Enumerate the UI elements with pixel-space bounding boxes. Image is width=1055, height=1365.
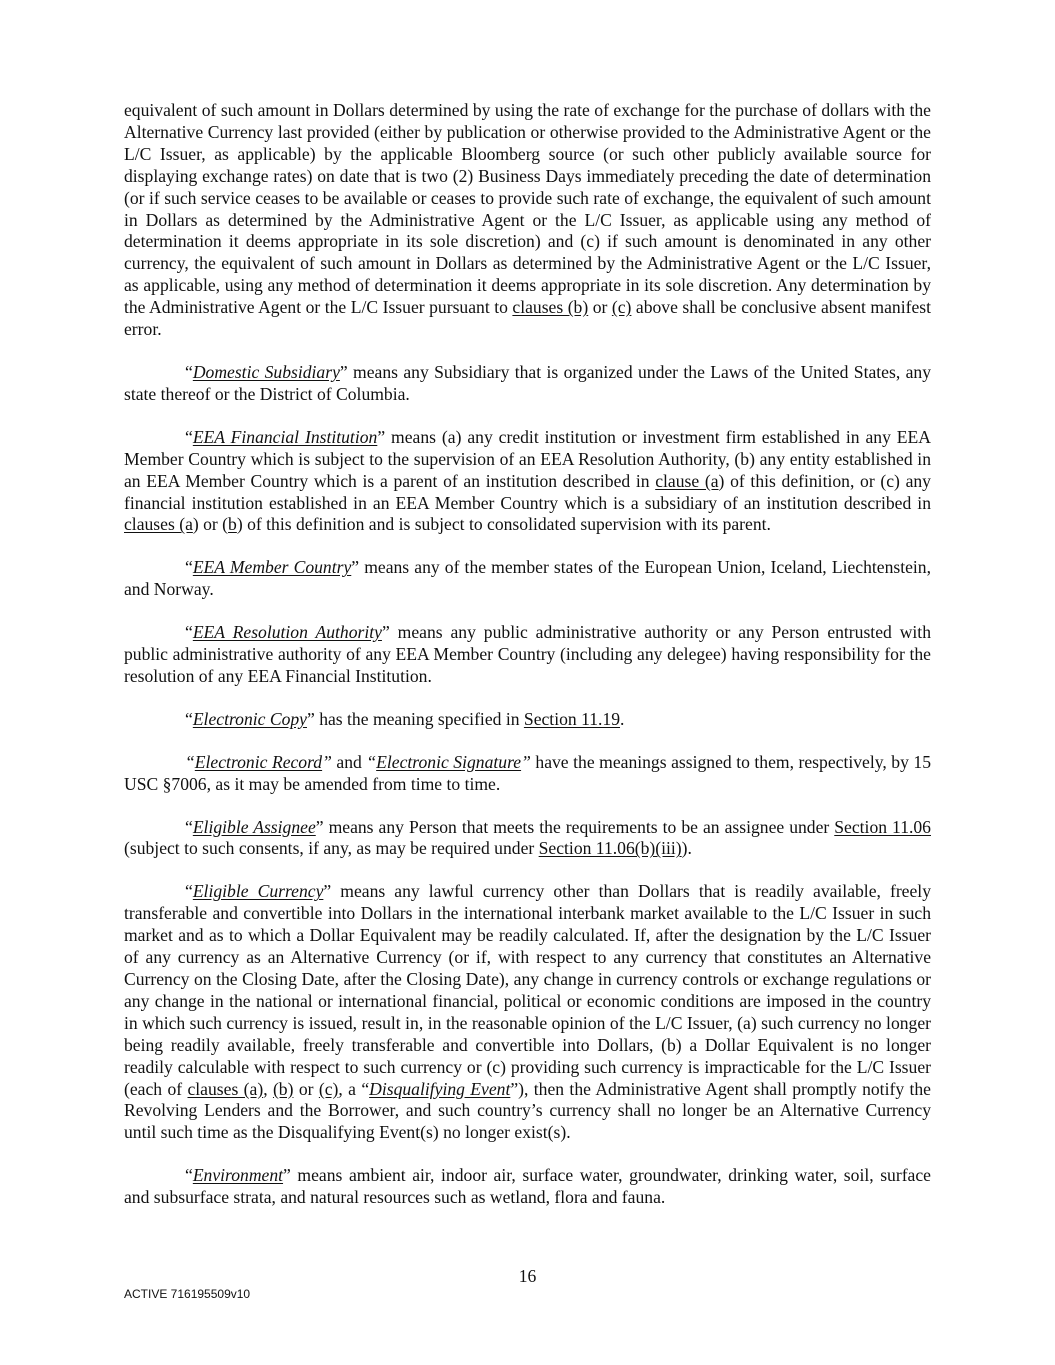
definition-eligible-currency: “Eligible Currency” means any lawful currency other than Dollars that is readily available, freely transferable and convertible into Dollars in the international interbank market available to the L/C Issuer in such market and as to which a Dollar Equivalent may be readily calculated. If, after the designation by the L/C Issuer of any currency as an Alternative Currency (or if, with respect to any currency that constitutes an Alternative Currency on the Closing Date, after the Closing Date), any change in currency controls or exchange regulations or any change in the national or international financial, political or economic conditions are imposed in the country in which such currency is issued, result in, in the reasonable opinion of the L/C Issuer, (a) such currency no longer being readily available, freely transferable and convertible into Dollars, (b) a Dollar Equivalent is no longer readily calculable with respect to such currency or (c) providing such currency is impracticable for the L/C Issuer (each of clauses (a), (b) or (c), a “Disqualifying Event”), then the Administrative Agent shall promptly notify the Revolving Lenders and the Borrower, and such country’s currency shall no longer be an Alternative Currency until such time as the Disqualifying Event(s) no longer exist(s).	[124, 881, 931, 1143]
defined-term: Disqualifying Event	[369, 1078, 511, 1099]
defined-term: Domestic Subsidiary	[192, 361, 340, 382]
cross-reference: b	[228, 514, 237, 535]
cross-reference: Section 11.19	[523, 708, 621, 729]
cross-reference: (c)	[611, 297, 632, 318]
cross-reference: clause (a	[655, 470, 719, 491]
definition-eligible-assignee: “Eligible Assignee” means any Person that meets the requirements to be an assignee under Section 11.06 (subject to such consents, if any, as may be required under Section 11.06(b)(iii)).	[124, 816, 931, 859]
defined-term: EEA Member Country	[192, 557, 352, 578]
defined-term: Eligible Assignee	[192, 816, 316, 837]
definition-eea-resolution-authority: “EEA Resolution Authority” means any public administrative authority or any Person entrusted with public administrative authority of any EEA Member Country (including any delegee) having responsibility for the resolution of any EEA Financial Institution.	[124, 622, 931, 686]
defined-term: Electronic Record	[194, 751, 323, 772]
definition-electronic-copy: “Electronic Copy” has the meaning specified in Section 11.19.	[185, 708, 625, 729]
document-id: ACTIVE 716195509v10	[124, 1287, 251, 1301]
document-body	[124, 100, 931, 1230]
cross-reference: Section 11.06(b)(iii)	[538, 838, 682, 859]
definition-eea-financial-institution: “EEA Financial Institution” means (a) any credit institution or investment firm established in any EEA Member Country which is subject to the supervision of an EEA Resolution Authority, (b) any entity established in an EEA Member Country which is a parent of an institution described in clause (a) of this definition, or (c) any financial institution established in an EEA Member Country which is a subsidiary of an institution described in clauses (a) or (b) of this definition and is subject to consolidated supervision with its parent.	[124, 426, 931, 535]
defined-term: Environment	[192, 1165, 284, 1186]
cross-reference: clauses (b)	[512, 297, 589, 318]
cross-reference: (b)	[272, 1078, 294, 1099]
defined-term: EEA Financial Institution	[192, 426, 378, 447]
defined-term: EEA Resolution Authority	[192, 622, 382, 643]
continuation-paragraph: equivalent of such amount in Dollars determined by using the rate of exchange for the purchase of dollars with the Alternative Currency last provided (either by publication or otherwise provided to the Administrative Agent or the L/C Issuer, as applicable) by the applicable Bloomberg source (or such other publicly available source for displaying exchange rates) on date that is two (2) Business Days immediately preceding the date of determination (or if such service ceases to be available or ceases to provide such rate of exchange, the equivalent of such amount in Dollars as determined by the Administrative Agent or the L/C Issuer, as applicable using any method of determination it deems appropriate in its sole discretion) and (c) if such amount is denominated in any other currency, the equivalent of such amount in Dollars as determined by the Administrative Agent or the L/C Issuer, as applicable, using any method of determination it deems appropriate in its sole discretion. Any determination by the Administrative Agent or the L/C Issuer pursuant to clauses (b) or (c) above shall be conclusive absent manifest error.	[124, 100, 932, 340]
defined-term: Electronic Signature	[376, 751, 522, 772]
cross-reference: clauses (a	[124, 514, 193, 535]
defined-term: Eligible Currency	[192, 881, 324, 902]
definition-electronic-record: “Electronic Record” and “Electronic Signature” have the meanings assigned to them, respectively, by 15 USC §7006, as it may be amended from time to time.	[124, 751, 932, 794]
cross-reference: (c)	[318, 1078, 339, 1099]
definition-eea-member-country: “EEA Member Country” means any of the member states of the European Union, Iceland, Liechtenstein, and Norway.	[124, 557, 931, 600]
definition-environment: “Environment” means ambient air, indoor air, surface water, groundwater, drinking water, soil, surface and subsurface strata, and natural resources such as wetland, flora and fauna.	[124, 1165, 931, 1208]
cross-reference: clauses (a)	[187, 1078, 264, 1099]
page-number: 16	[518, 1266, 537, 1286]
definition-domestic-subsidiary: “Domestic Subsidiary” means any Subsidiary that is organized under the Laws of the United States, any state thereof or the District of Columbia.	[124, 361, 931, 404]
cross-reference: Section 11.06	[834, 816, 931, 837]
defined-term: Electronic Copy	[192, 708, 307, 729]
